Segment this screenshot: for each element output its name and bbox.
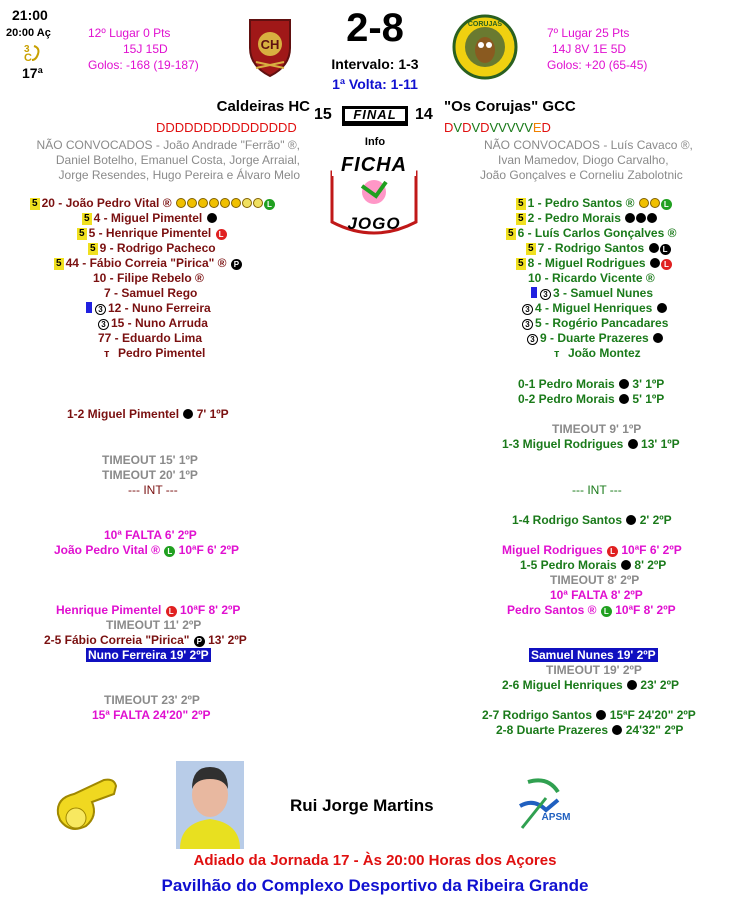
- away-event-card: Pedro Santos ® L 10ªF 8' 2ºP: [507, 603, 676, 617]
- home-player-row[interactable]: 7 - Samuel Rego: [104, 286, 198, 300]
- association-logo: [512, 776, 576, 838]
- home-player-row[interactable]: 5 4 - Miguel Pimentel: [82, 211, 217, 226]
- away-record: 14J 8V 1E 5D: [552, 42, 627, 56]
- away-form: DVDVDVVVVVED: [444, 120, 551, 135]
- away-event-card: Miguel Rodrigues L 10ªF 6' 2ºP: [502, 543, 682, 557]
- home-not-called-3: Jorge Resendes, Hugo Pereira e Álvaro Melo: [58, 168, 300, 182]
- home-player-row[interactable]: 3 15 - Nuno Arruda: [98, 316, 208, 331]
- home-event-goal: 2-5 Fábio Correia "Pirica" P 13' 2ºP: [44, 633, 247, 647]
- home-record: 15J 15D: [123, 42, 168, 56]
- home-team-logo[interactable]: [246, 16, 294, 78]
- away-logo-text: CORUJAS: [467, 21, 503, 28]
- away-event-interval: --- INT ---: [572, 483, 622, 497]
- home-team-name[interactable]: Caldeiras HC: [216, 98, 310, 115]
- interval-score: Intervalo: 1-3: [331, 56, 419, 72]
- away-player-row[interactable]: 3 9 - Duarte Prazeres: [527, 331, 663, 346]
- final-status-text: FINAL: [345, 109, 405, 121]
- home-player-row[interactable]: 5 44 - Fábio Correia "Pirica" ® P: [54, 256, 242, 271]
- home-event-timeout: TIMEOUT 20' 1ºP: [102, 468, 198, 482]
- home-event-card: João Pedro Vital ® L 10ªF 6' 2ºP: [54, 543, 240, 557]
- home-event-card: Henrique Pimentel L 10ªF 8' 2ºP: [56, 603, 241, 617]
- home-player-row[interactable]: 10 - Filipe Rebelo ®: [93, 271, 204, 285]
- away-player-row[interactable]: 5 8 - Miguel Rodrigues L: [516, 256, 672, 271]
- svg-text:3: 3: [24, 44, 30, 55]
- away-event-goal: 1-4 Rodrigo Santos 2' 2ºP: [512, 513, 672, 527]
- away-player-row[interactable]: 3 4 - Miguel Henriques: [522, 301, 667, 316]
- ficha-jogo-link[interactable]: [326, 150, 422, 238]
- whistle-icon: [52, 774, 120, 836]
- ficha-text: FICHA: [340, 154, 408, 176]
- away-player-row[interactable]: 5 1 - Pedro Santos ® L: [516, 196, 672, 211]
- home-player-row[interactable]: 77 - Eduardo Lima: [98, 331, 203, 345]
- postponed-note: Adiado da Jornada 17 - Às 20:00 Horas dos Açores: [193, 852, 557, 869]
- away-not-called-2: Ivan Mamedov, Diogo Carvalho,: [498, 153, 669, 167]
- away-event-goal: 0-1 Pedro Morais 3' 1ºP: [518, 377, 665, 391]
- away-coach-row[interactable]: ᴛ João Montez: [554, 346, 641, 360]
- home-player-row[interactable]: 5 9 - Rodrigo Pacheco: [90, 241, 216, 255]
- home-event-interval: --- INT ---: [128, 483, 178, 497]
- home-event-foul: 10ª FALTA 6' 2ºP: [104, 528, 197, 542]
- home-event-goal: 1-2 Miguel Pimentel 7' 1ºP: [67, 407, 229, 421]
- original-time: 20:00 Aç: [6, 27, 51, 39]
- away-event-foul: 10ª FALTA 8' 2ºP: [550, 588, 643, 602]
- svg-text:APSM: APSM: [541, 812, 571, 823]
- away-team-name[interactable]: "Os Corujas" GCC: [444, 98, 576, 115]
- home-event-timeout: TIMEOUT 11' 2ºP: [106, 618, 202, 632]
- referee-photo: [176, 761, 244, 849]
- referee-name: Rui Jorge Martins: [290, 796, 434, 815]
- home-standing: 12º Lugar 0 Pts: [88, 26, 171, 40]
- away-number: 14: [415, 106, 433, 123]
- away-event-goal: 1-5 Pedro Morais 8' 2ºP: [520, 558, 667, 572]
- away-not-called-3: João Gonçalves e Corneliu Zabolotnic: [480, 168, 683, 182]
- away-player-row[interactable]: 3 3 - Samuel Nunes: [531, 286, 653, 301]
- home-not-called-2: Daniel Botelho, Emanuel Costa, Jorge Arraial,: [55, 153, 300, 167]
- away-event-goal: 0-2 Pedro Morais 5' 1ºP: [518, 392, 665, 406]
- away-player-row[interactable]: 3 5 - Rogério Pancadares: [522, 316, 668, 331]
- home-event-foul: 15ª FALTA 24'20" 2ºP: [92, 708, 211, 722]
- venue-name: Pavilhão do Complexo Desportivo da Ribeira Grande: [161, 876, 589, 895]
- home-event-timeout: TIMEOUT 15' 1ºP: [102, 453, 198, 467]
- away-event-timeout: TIMEOUT 19' 2ºP: [546, 663, 642, 677]
- round-logo-icon: [22, 42, 44, 62]
- round-number: 17ª: [22, 65, 43, 81]
- home-event-suspension: Nuno Ferreira 19' 2ºP: [88, 648, 209, 662]
- home-player-row[interactable]: 5 5 - Henrique Pimentel L: [77, 226, 227, 241]
- home-player-row[interactable]: 3 12 - Nuno Ferreira: [86, 301, 211, 316]
- first-leg-score: 1ª Volta: 1-11: [332, 76, 418, 92]
- home-player-row[interactable]: 5 20 - João Pedro Vital ® L: [30, 196, 275, 211]
- away-player-row[interactable]: 5 2 - Pedro Morais: [516, 211, 657, 226]
- away-player-row[interactable]: 5 7 - Rodrigo Santos L: [526, 241, 671, 256]
- home-coach-row[interactable]: ᴛ Pedro Pimentel: [104, 346, 206, 360]
- jogo-text: JOGO: [347, 214, 401, 233]
- away-event-goal: 2-8 Duarte Prazeres 24'32" 2ºP: [496, 723, 684, 737]
- away-not-called-1: NÃO CONVOCADOS - Luís Cavaco ®,: [484, 138, 693, 152]
- home-goals: Golos: -168 (19-187): [88, 58, 199, 72]
- away-team-logo[interactable]: [452, 14, 518, 80]
- away-player-row[interactable]: 5 6 - Luís Carlos Gonçalves ®: [508, 226, 677, 240]
- home-number: 15: [314, 106, 332, 123]
- away-event-goal: 2-6 Miguel Henriques 23' 2ºP: [502, 678, 679, 692]
- svg-text:C: C: [24, 52, 32, 62]
- info-label[interactable]: Info: [364, 136, 386, 148]
- away-standing: 7º Lugar 25 Pts: [547, 26, 630, 40]
- away-goals: Golos: +20 (65-45): [547, 58, 648, 72]
- home-event-timeout: TIMEOUT 23' 2ºP: [104, 693, 200, 707]
- svg-text:CH: CH: [260, 37, 280, 52]
- away-player-row[interactable]: 10 - Ricardo Vicente ®: [528, 271, 655, 285]
- final-status-badge: [342, 106, 408, 126]
- home-form: DDDDDDDDDDDDDDD: [156, 120, 297, 135]
- away-event-suspension: Samuel Nunes 19' 2ºP: [531, 648, 656, 662]
- away-event-goal: 2-7 Rodrigo Santos 15ªF 24'20" 2ºP: [482, 708, 696, 722]
- home-not-called-1: NÃO CONVOCADOS - João Andrade "Ferrão" ®,: [36, 138, 300, 152]
- final-score: 2-8: [346, 6, 404, 50]
- away-event-goal: 1-3 Miguel Rodrigues 13' 1ºP: [502, 437, 680, 451]
- away-event-timeout: TIMEOUT 9' 1ºP: [552, 422, 642, 436]
- away-event-timeout: TIMEOUT 8' 2ºP: [550, 573, 640, 587]
- match-time: 21:00: [12, 7, 48, 23]
